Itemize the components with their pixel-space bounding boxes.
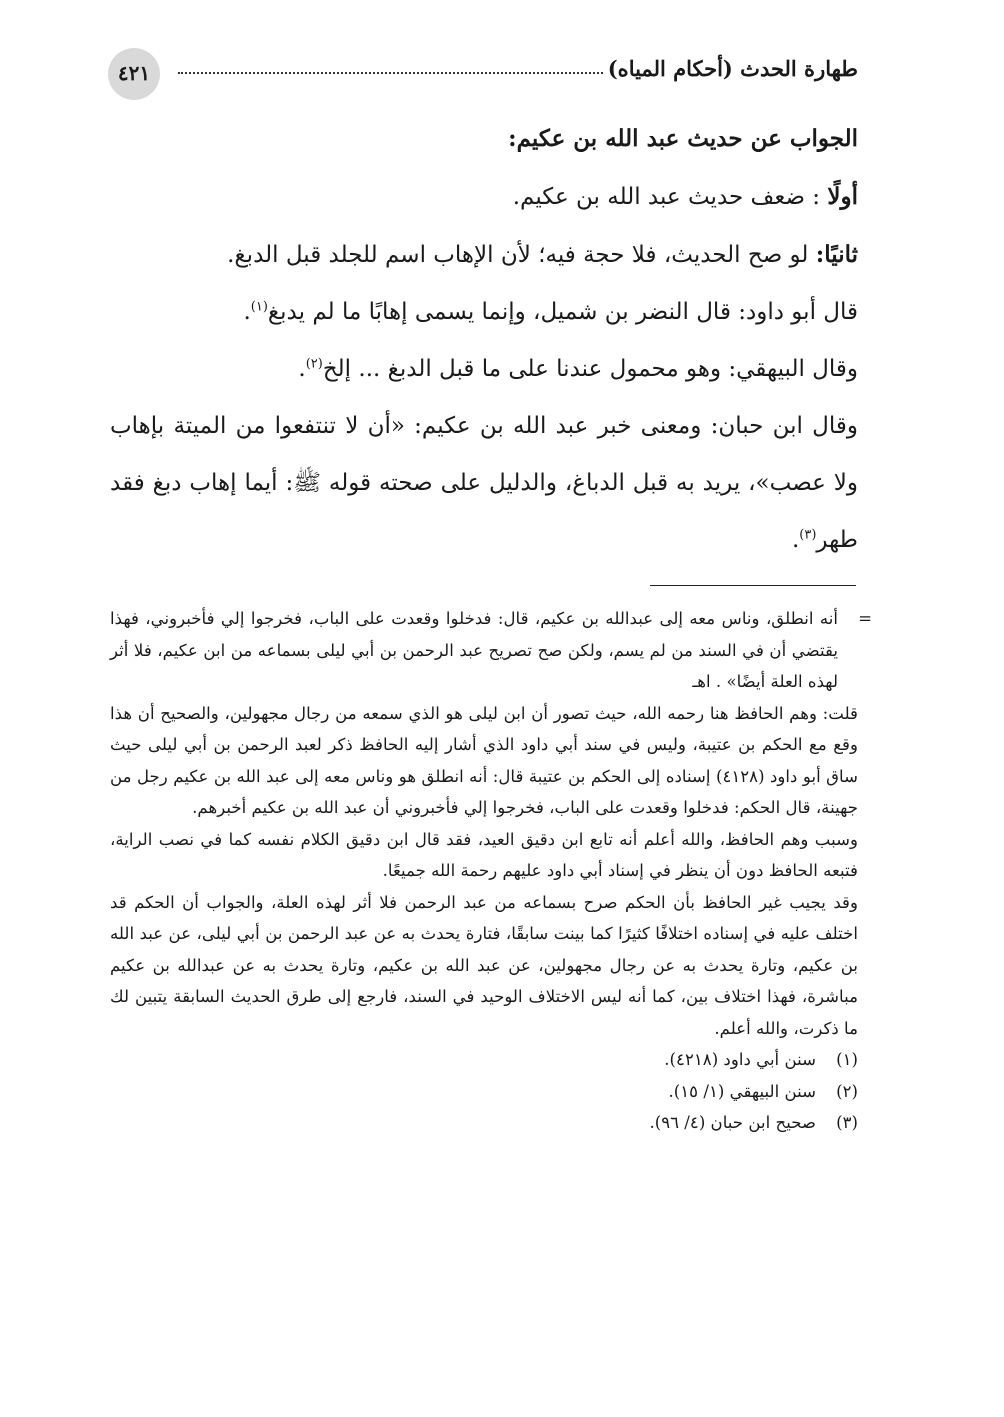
section-heading [110,110,858,168]
footnote-2 [110,1076,858,1108]
point-one-label: أولًا [827,183,858,210]
page-header [108,48,858,98]
footnote-number: (١) [836,1050,858,1069]
footnotes [110,603,872,1139]
point-one [110,168,858,226]
point-one-text: : ضعف حديث عبد الله بن عكيم. [512,184,828,210]
continuation-mark: = [858,609,872,628]
ibn-hibban-text: وقال ابن حبان: ومعنى خبر عبد الله بن عكيم: «أن لا تنتفعوا من الميتة بإهاب ولا عصب»، يريد به قبل الدباغ، والدليل على صحته قوله ﷺ: أيما إهاب دبغ فقد طهر [110,413,858,553]
footnote-paragraph: وقد يجيب غير الحافظ بأن الحكم صرح بسماعه من عبد الرحمن فلا أثر لهذه العلة، والجواب أن الحكم قد اختلف عليه في إسناده اختلافًا كثيرًا كما بينت سابقًا، فتارة يحدث به عن عبد الرحمن بن أبي ليلى، عن عبد الله بن عكيم، وتارة يحدث به عن رجال مجهولين، عن عبد الله بن عكيم، وتارة يحدث به عن عبدالله بن عكيم مباشرة، فهذا اختلاف بين، كما أنه ليس الاختلاف الوحيد في السند، فارجع إلى طرق الحديث السابقة يتبين لك ما ذكرت، والله أعلم. [110,892,858,1038]
footnote-text: سنن أبي داود (٤٢١٨). [664,1050,816,1069]
ibn-hibban-quote: وقال ابن حبان: ومعنى خبر عبد الله بن عكيم: «أن لا تنتفعوا من الميتة بإهاب ولا عصب»، يريد به قبل الدباغ، والدليل على صحته قوله ﷺ: أيما إهاب دبغ فقد طهر$^{(٣)}$. [110,413,858,553]
continuation-text: أنه انطلق، وناس معه إلى عبدالله بن عكيم، قال: فدخلوا وقعدت على الباب، فخرجوا إلي فأخبروني، فهذا يقتضي أن في السند من لم يسم، ولكن صح تصريح عبد الرحمن بن أبي ليلى بسماعه من ابن عكيم، فلا أثر لهذه العلة أيضًا» . اهـ [110,609,838,691]
footnote-ref-1: (١) [250,299,268,315]
bayhaqi-text: وقال البيهقي: وهو محمول عندنا على ما قبل الدبغ ... إلخ [322,356,858,382]
bayhaqi-quote: وقال البيهقي: وهو محمول عندنا على ما قبل الدبغ ... إلخ$^{(٢)}$. [298,356,858,382]
footnote-continuation [110,603,872,698]
footnote-paragraph: وسبب وهم الحافظ، والله أعلم أنه تابع ابن دقيق العيد، فقد قال ابن دقيق الكلام نفسه كما في نصب الراية، فتبعه الحافظ دون أن ينظر في إسناد أبي داود عليهم رحمة الله جميعًا. [110,829,858,880]
footnote-text: صحيح ابن حبان (٤/ ٩٦). [649,1113,816,1132]
page-number-badge [108,48,160,100]
page-number: ٤٢١ [117,61,151,85]
footnote-text: سنن البيهقي (١/ ١٥). [668,1081,816,1101]
point-two-label: ثانيًا: [815,241,858,268]
point-two-text: لو صح الحديث، فلا حجة فيه؛ لأن الإهاب اسم للجلد قبل الدبغ. [227,242,816,268]
footnote-number: (٢) [836,1081,858,1101]
abu-dawud-quote: قال أبو داود: قال النضر بن شميل، وإنما يسمى إهابًا ما لم يدبغ$^{(١)}$. [243,299,858,325]
footnote-3 [110,1107,858,1139]
footnote-1 [110,1044,858,1076]
main-text [110,110,858,569]
point-two [110,226,858,284]
footnote-separator [650,585,856,586]
footnote-number: (٣) [836,1113,858,1132]
heading-text: الجواب عن حديث عبد الله بن عكيم: [508,125,858,152]
footnote-ref-2: (٢) [305,356,323,372]
running-title: طهارة الحدث (أحكام المياه) [607,56,858,81]
footnote-ref-3: (٣) [799,527,817,543]
abu-dawud-text: قال أبو داود: قال النضر بن شميل، وإنما يسمى إهابًا ما لم يدبغ [267,299,858,325]
header-dotted-leader [178,72,603,74]
footnote-paragraph: قلت: وهم الحافظ هنا رحمه الله، حيث تصور أن ابن ليلى هو الذي سمعه من رجال مجهولين، والصحيح أن هذا وقع مع الحكم بن عتيبة، وليس في سند أبي داود الذي أشار إليه الحافظ ذكر لعبد الرحمن بن أبي ليلى حيث ساق أبو داود (٤١٢٨) إسناده إلى الحكم بن عتيبة قال: أنه انطلق هو وناس معه إلى عبد الله بن عكيم رجل من جهينة، قال الحكم: فدخلوا وقعدت على الباب، فخرجوا إلي فأخبروني أن عبد الله بن عكيم أخبرهم. [110,703,858,817]
